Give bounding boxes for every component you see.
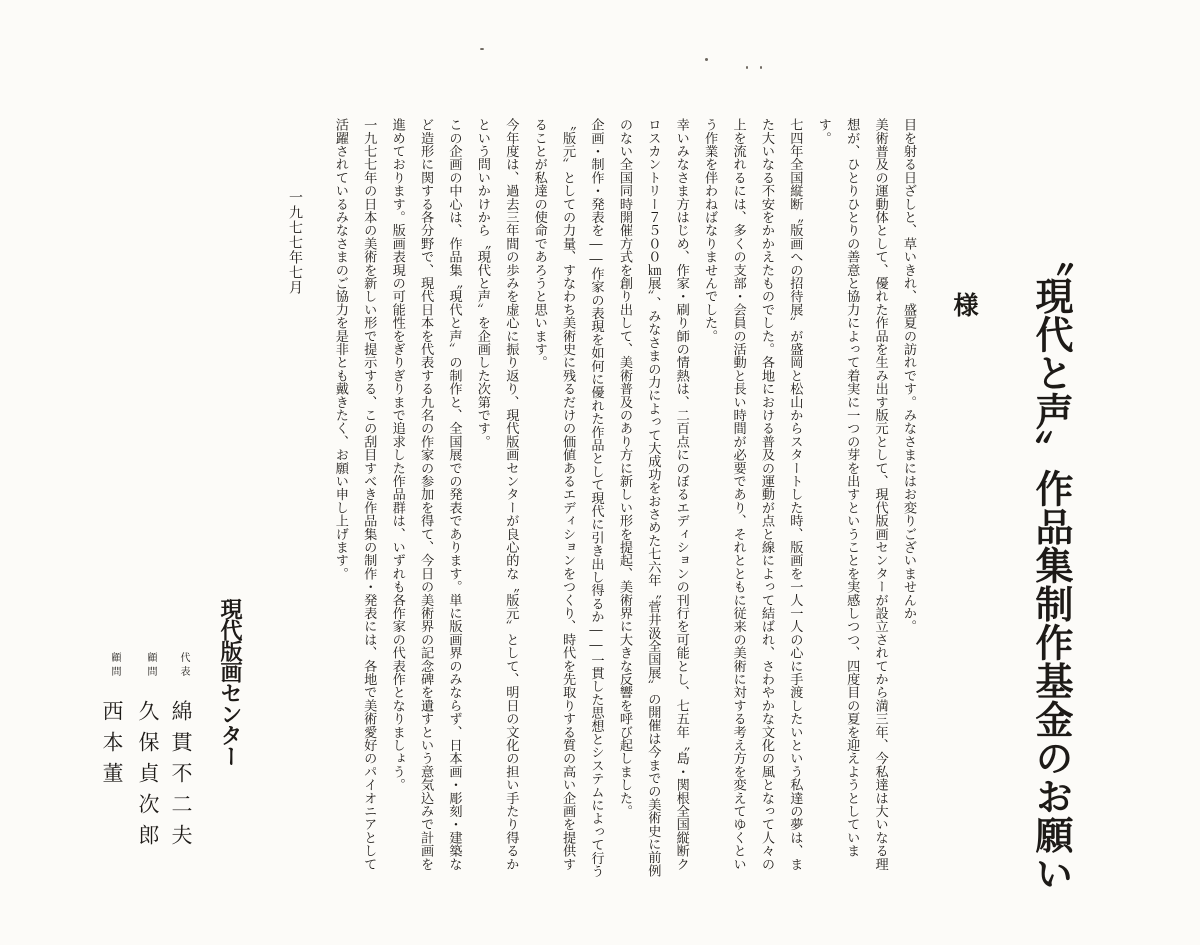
- document-title: 〝現代と声〟作品集制作基金のお願い: [1029, 238, 1074, 893]
- signatory-role: 代表: [178, 652, 189, 680]
- paper-speck: [746, 66, 748, 69]
- paragraph: 七四年全国縦断〝版画への招待展〟が盛岡と松山からスタートした時、版画を一人一人の心に手渡したいという私達の夢は、また大いなる不安をかかえたものでした。各地における普及の運動が点と線によって結ばれ、さわやかな文化の風となって人々の上を流れるには、多くの支部・会員の活動と長い時間が必要であり、それとともに従来の美術に対する考え方を変えてゆくという作業を伴わねばなりませんでした。: [702, 118, 803, 871]
- salutation: 様: [950, 292, 979, 317]
- letter-body: [325, 118, 922, 878]
- paragraph: 幸いみなさま方はじめ、作家・刷り師の情熱は、二百点にのぼるエディションの刊行を可能とし、七五年〝島・関根全国縦断クロスカントリー７５００㎞展〟、みなさまの力によって大成功をおさめた七六年〝菅井汲全国展〟の開催は今までの美術史に前例のない全国同時開催方式を創り出して、美術普及のあり方に新しい形を提起、美術界に大きな反響を呼び起しました。: [616, 118, 689, 877]
- signatory-name: 綿貫不二夫: [169, 700, 193, 855]
- paragraph: 今年度は、過去三年間の歩みを虚心に振り返り、現代版画センターが良心的な〝版元〟として、明日の文化の担い手たり得るかという問いかけから〝現代と声〟を企画した次第です。: [474, 118, 519, 871]
- paper-speck: [705, 58, 708, 61]
- paper-speck: [760, 66, 762, 69]
- paragraph: 美術普及の運動体として、優れた作品を生み出す版元として、現代版画センターが設立されてから満三年、今私達は大いなる理想が、ひとりひとりの善意と協力によって着実に一つの芽を出すということを実感しつつ、四度目の夏を迎えようとしています。: [815, 118, 888, 871]
- paper-speck: [480, 48, 484, 50]
- paragraph: 目を射る日ざしと、草いきれ、盛夏の訪れです。みなさまにはお変りございませんか。: [901, 118, 916, 633]
- signatory-role: 顧問: [145, 652, 156, 680]
- signatory-name: 久保貞次郎: [136, 700, 160, 855]
- signatory-name: 西本董: [100, 700, 124, 793]
- letter-date: 一九七七年七月: [287, 190, 303, 295]
- paragraph: 一九七七年の日本の美術を新しい形で提示する、この刮目すべき作品集の制作・発表には、各地で美術愛好のパイオニアとして活躍されているみなさまのご協力を是非とも戴きたく、お願い申し上げます。: [332, 118, 377, 871]
- signatory-role: 顧問: [109, 652, 120, 680]
- paragraph: 企画・制作・発表を――作家の表現を如何に優れた作品として現代に引き出し得るか――一貫した思想とシステムによって行う〝版元〟としての力量、すなわち美術史に残るだけの価値あるエディションをつくり、時代を先取りする質の高い企画を提供することが私達の使命であろうと思います。: [531, 118, 604, 878]
- paragraph: この企画の中心は、作品集〝現代と声〟の制作と、全国展での発表であります。単に版画界のみならず、日本画・彫刻・建築など造形に関する各分野で、現代日本を代表する九名の作家の参加を得て、今日の美術界の記念碑を遺すという意気込みで計画を進めております。版画表現の可能性をぎりぎりまで追求した作品群は、いずれも各作家の代表作となりましょう。: [389, 118, 462, 871]
- organization-name: 現代版画センター: [217, 598, 243, 766]
